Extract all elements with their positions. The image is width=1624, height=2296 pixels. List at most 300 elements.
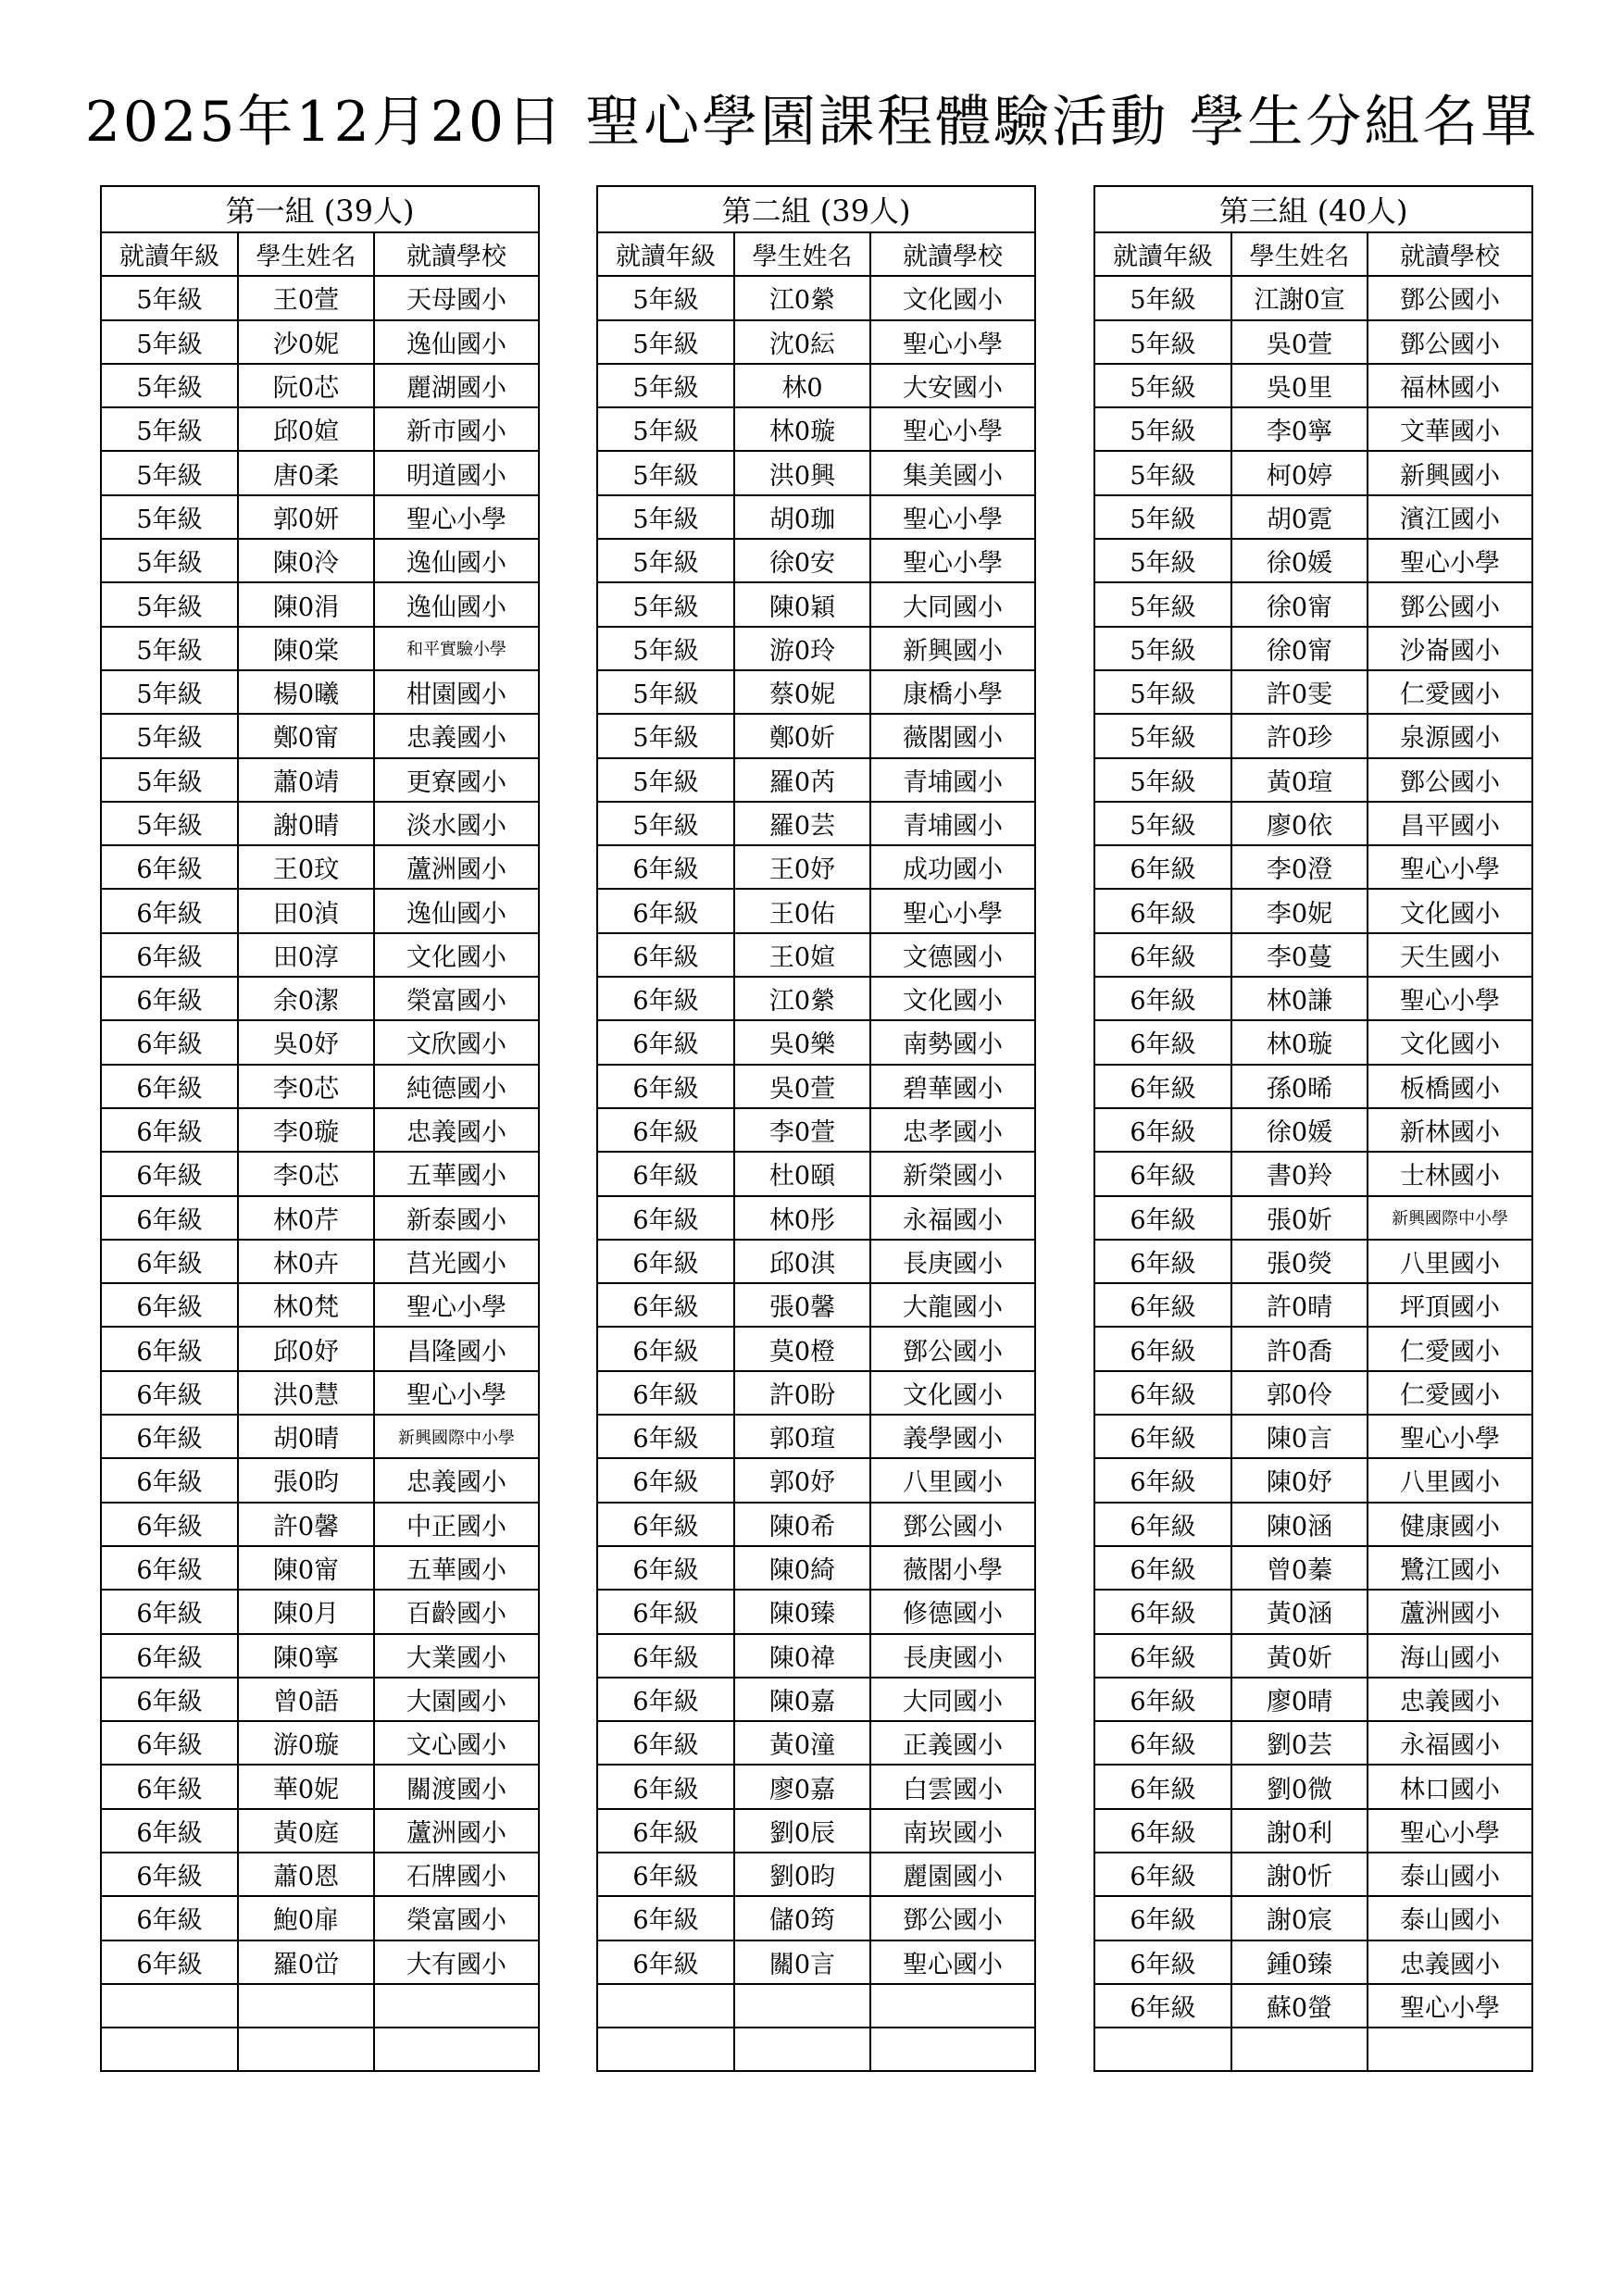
grade-cell: 6年級	[597, 1721, 734, 1765]
grade-cell: 6年級	[1094, 1152, 1231, 1195]
grade-cell: 6年級	[1094, 1503, 1231, 1546]
school-cell: 逸仙國小	[374, 889, 539, 932]
school-cell: 薇閣國小	[870, 714, 1035, 757]
grade-column-header: 就讀年級	[101, 232, 238, 276]
school-column-header: 就讀學校	[374, 232, 539, 276]
grade-cell: 5年級	[597, 714, 734, 757]
table-row	[1094, 1283, 1532, 1327]
student-name-cell: 王0媗	[734, 933, 870, 977]
group-title-row	[1094, 186, 1532, 232]
school-cell: 柑園國小	[374, 670, 539, 714]
school-column-header: 就讀學校	[870, 232, 1035, 276]
table-row	[101, 627, 539, 670]
school-cell: 大有國小	[374, 1940, 539, 1984]
table-row	[597, 1152, 1035, 1195]
table-row	[1094, 758, 1532, 802]
grade-cell: 6年級	[597, 845, 734, 889]
grade-cell: 6年級	[101, 933, 238, 977]
student-name-cell: 陳0泠	[238, 539, 374, 582]
grade-cell: 6年級	[101, 1896, 238, 1940]
school-cell: 大安國小	[870, 364, 1035, 407]
table-row	[1094, 627, 1532, 670]
group-table-1	[100, 185, 540, 2072]
table-row	[1094, 977, 1532, 1020]
school-cell: 逸仙國小	[374, 320, 539, 364]
grade-cell	[597, 1984, 734, 2028]
school-cell: 麗湖國小	[374, 364, 539, 407]
school-cell: 坪頂國小	[1368, 1283, 1532, 1327]
grade-cell: 6年級	[597, 1590, 734, 1633]
student-name-cell: 廖0晴	[1231, 1678, 1368, 1721]
school-cell: 康橋小學	[870, 670, 1035, 714]
school-cell: 聖心小學	[1368, 1415, 1532, 1458]
grade-cell: 6年級	[1094, 1283, 1231, 1327]
grade-cell: 6年級	[101, 889, 238, 932]
school-cell: 永福國小	[870, 1196, 1035, 1240]
student-name-cell: 謝0晴	[238, 802, 374, 845]
grade-cell: 6年級	[597, 1896, 734, 1940]
table-row	[597, 933, 1035, 977]
table-row	[101, 1240, 539, 1283]
grade-cell: 5年級	[1094, 276, 1231, 319]
school-cell: 大同國小	[870, 582, 1035, 626]
table-row	[597, 1678, 1035, 1721]
table-row	[597, 451, 1035, 494]
student-name-cell: 郭0妤	[734, 1458, 870, 1502]
table-row	[1094, 1327, 1532, 1370]
table-row	[1094, 1458, 1532, 1502]
student-name-cell: 陳0綺	[734, 1546, 870, 1590]
grade-cell	[1094, 2028, 1231, 2071]
student-name-cell	[734, 2028, 870, 2071]
student-name-cell: 游0玲	[734, 627, 870, 670]
table-row	[101, 1678, 539, 1721]
grade-cell: 5年級	[101, 451, 238, 494]
school-cell: 泰山國小	[1368, 1853, 1532, 1896]
grade-cell: 5年級	[1094, 670, 1231, 714]
table-row	[101, 1634, 539, 1678]
student-name-cell: 吳0萱	[734, 1065, 870, 1108]
table-row	[101, 1590, 539, 1633]
school-cell: 成功國小	[870, 845, 1035, 889]
student-name-cell: 羅0芮	[734, 758, 870, 802]
table-row	[1094, 276, 1532, 319]
grade-cell: 6年級	[597, 1634, 734, 1678]
page-title: 2025年12月20日 聖心學園課程體驗活動 學生分組名單	[84, 90, 1540, 155]
table-row	[101, 845, 539, 889]
student-name-cell: 林0璇	[734, 407, 870, 451]
student-name-cell: 張0妡	[1231, 1196, 1368, 1240]
table-row	[1094, 1546, 1532, 1590]
student-name-cell: 唐0柔	[238, 451, 374, 494]
school-cell: 集美國小	[870, 451, 1035, 494]
grade-cell: 6年級	[1094, 1678, 1231, 1721]
grade-cell: 6年級	[101, 1940, 238, 1984]
student-name-cell: 郭0伶	[1231, 1371, 1368, 1415]
student-name-cell: 廖0嘉	[734, 1765, 870, 1808]
student-name-cell: 許0馨	[238, 1503, 374, 1546]
grade-cell: 6年級	[101, 977, 238, 1020]
school-cell: 碧華國小	[870, 1065, 1035, 1108]
table-row	[597, 1809, 1035, 1853]
student-name-cell: 關0言	[734, 1940, 870, 1984]
school-cell: 義學國小	[870, 1415, 1035, 1458]
table-row	[1094, 1371, 1532, 1415]
table-row	[597, 1415, 1035, 1458]
grade-cell: 6年級	[597, 1108, 734, 1152]
grade-cell: 6年級	[1094, 1546, 1231, 1590]
table-row	[597, 845, 1035, 889]
table-row	[597, 1108, 1035, 1152]
grade-cell: 5年級	[1094, 758, 1231, 802]
student-name-cell: 華0妮	[238, 1765, 374, 1808]
school-cell: 大業國小	[374, 1634, 539, 1678]
student-name-cell: 徐0媛	[1231, 1108, 1368, 1152]
school-cell: 聖心小學	[1368, 1809, 1532, 1853]
school-cell: 聖心小學	[374, 1283, 539, 1327]
table-row	[1094, 451, 1532, 494]
table-row	[1094, 1240, 1532, 1283]
grade-cell: 5年級	[1094, 714, 1231, 757]
grade-cell: 6年級	[1094, 1984, 1231, 2028]
column-header-row	[597, 232, 1035, 276]
student-name-cell: 鮑0扉	[238, 1896, 374, 1940]
table-row	[101, 1283, 539, 1327]
grade-cell: 6年級	[597, 1678, 734, 1721]
school-cell: 關渡國小	[374, 1765, 539, 1808]
table-row	[1094, 1415, 1532, 1458]
student-name-cell: 林0謙	[1231, 977, 1368, 1020]
grade-cell: 5年級	[1094, 364, 1231, 407]
student-name-cell: 徐0甯	[1231, 582, 1368, 626]
table-row	[101, 1765, 539, 1808]
student-name-cell: 許0晴	[1231, 1283, 1368, 1327]
grade-cell: 6年級	[1094, 933, 1231, 977]
school-cell: 聖心小學	[870, 407, 1035, 451]
grade-cell: 6年級	[597, 1196, 734, 1240]
table-row	[597, 320, 1035, 364]
school-cell: 板橋國小	[1368, 1065, 1532, 1108]
grade-cell: 6年級	[101, 1503, 238, 1546]
school-cell: 仁愛國小	[1368, 1327, 1532, 1370]
student-name-cell: 游0璇	[238, 1721, 374, 1765]
grade-cell: 5年級	[597, 802, 734, 845]
school-cell: 純德國小	[374, 1065, 539, 1108]
grade-cell: 5年級	[1094, 320, 1231, 364]
student-name-cell: 曾0蓁	[1231, 1546, 1368, 1590]
school-cell: 文化國小	[870, 977, 1035, 1020]
school-cell: 淡水國小	[374, 802, 539, 845]
school-cell: 新榮國小	[870, 1152, 1035, 1195]
table-row	[597, 539, 1035, 582]
school-cell: 蘆洲國小	[374, 1809, 539, 1853]
school-cell: 榮富國小	[374, 1896, 539, 1940]
grade-cell: 6年級	[1094, 1196, 1231, 1240]
school-cell: 新興國小	[1368, 451, 1532, 494]
table-row	[597, 627, 1035, 670]
table-row	[1094, 714, 1532, 757]
table-row	[597, 407, 1035, 451]
table-row	[597, 1765, 1035, 1808]
grade-cell: 6年級	[1094, 1020, 1231, 1064]
student-name-cell: 鄭0妡	[734, 714, 870, 757]
table-row	[101, 1896, 539, 1940]
table-row	[597, 1503, 1035, 1546]
student-name-cell: 邱0媗	[238, 407, 374, 451]
grade-cell	[597, 2028, 734, 2071]
grade-cell: 6年級	[101, 1283, 238, 1327]
school-cell: 五華國小	[374, 1152, 539, 1195]
student-name-cell: 鄭0甯	[238, 714, 374, 757]
school-cell: 大園國小	[374, 1678, 539, 1721]
table-row	[1094, 670, 1532, 714]
grade-cell: 5年級	[1094, 407, 1231, 451]
grade-cell: 5年級	[1094, 495, 1231, 539]
school-cell: 五華國小	[374, 1546, 539, 1590]
school-cell: 南勢國小	[870, 1020, 1035, 1064]
school-cell: 聖心小學	[374, 495, 539, 539]
school-cell: 忠義國小	[374, 1458, 539, 1502]
table-row	[101, 889, 539, 932]
student-name-cell: 林0卉	[238, 1240, 374, 1283]
grade-cell: 6年級	[597, 1152, 734, 1195]
school-cell: 新林國小	[1368, 1108, 1532, 1152]
student-name-cell: 劉0微	[1231, 1765, 1368, 1808]
student-name-cell: 謝0忻	[1231, 1853, 1368, 1896]
table-row	[101, 1327, 539, 1370]
table-row	[1094, 1678, 1532, 1721]
student-name-cell: 李0璇	[238, 1108, 374, 1152]
student-name-cell: 洪0慧	[238, 1371, 374, 1415]
table-row	[101, 1853, 539, 1896]
table-row	[597, 1984, 1035, 2028]
grade-cell: 5年級	[597, 758, 734, 802]
table-row	[597, 276, 1035, 319]
student-name-cell: 林0芹	[238, 1196, 374, 1240]
school-cell: 聖心小學	[1368, 1984, 1532, 2028]
student-name-cell: 許0珍	[1231, 714, 1368, 757]
school-cell: 新興國際中小學	[1368, 1196, 1532, 1240]
table-row	[1094, 320, 1532, 364]
school-cell: 聖心小學	[374, 1371, 539, 1415]
table-row	[597, 1371, 1035, 1415]
table-row	[597, 889, 1035, 932]
table-row	[101, 1503, 539, 1546]
school-cell: 文欣國小	[374, 1020, 539, 1064]
student-name-cell	[238, 1984, 374, 2028]
grade-cell: 6年級	[101, 1765, 238, 1808]
group-title: 第三組 (40人)	[1094, 186, 1532, 232]
student-name-cell: 余0潔	[238, 977, 374, 1020]
table-row	[597, 670, 1035, 714]
table-row	[101, 2028, 539, 2071]
student-name-cell: 陳0嘉	[734, 1678, 870, 1721]
table-row	[597, 1590, 1035, 1633]
school-cell: 大同國小	[870, 1678, 1035, 1721]
student-name-cell: 許0喬	[1231, 1327, 1368, 1370]
grade-cell: 6年級	[597, 1546, 734, 1590]
school-cell: 鄧公國小	[870, 1327, 1035, 1370]
student-name-cell: 陳0寧	[238, 1634, 374, 1678]
student-name-cell: 儲0筠	[734, 1896, 870, 1940]
table-row	[597, 364, 1035, 407]
table-row	[1094, 1634, 1532, 1678]
student-name-cell: 張0昀	[238, 1458, 374, 1502]
school-cell: 忠義國小	[1368, 1678, 1532, 1721]
school-cell: 修德國小	[870, 1590, 1035, 1633]
school-cell: 青埔國小	[870, 758, 1035, 802]
grade-cell: 6年級	[101, 845, 238, 889]
grade-cell: 5年級	[101, 495, 238, 539]
student-name-cell: 徐0甯	[1231, 627, 1368, 670]
student-name-cell: 廖0依	[1231, 802, 1368, 845]
student-name-cell: 孫0晞	[1231, 1065, 1368, 1108]
table-row	[101, 1809, 539, 1853]
school-cell: 仁愛國小	[1368, 670, 1532, 714]
grade-cell: 6年級	[101, 1065, 238, 1108]
table-row	[1094, 1721, 1532, 1765]
school-column-header: 就讀學校	[1368, 232, 1532, 276]
table-row	[597, 1634, 1035, 1678]
student-name-cell: 陳0希	[734, 1503, 870, 1546]
school-cell: 林口國小	[1368, 1765, 1532, 1808]
table-row	[101, 1020, 539, 1064]
grade-cell: 6年級	[597, 1940, 734, 1984]
table-row	[597, 1283, 1035, 1327]
table-row	[597, 1458, 1035, 1502]
group-table-2	[596, 185, 1036, 2072]
table-row	[1094, 802, 1532, 845]
student-name-cell: 林0璇	[1231, 1020, 1368, 1064]
student-name-cell: 曾0語	[238, 1678, 374, 1721]
grade-cell: 6年級	[101, 1020, 238, 1064]
table-row	[597, 1940, 1035, 1984]
grade-cell: 6年級	[597, 1503, 734, 1546]
table-row	[101, 714, 539, 757]
student-name-cell: 林0	[734, 364, 870, 407]
school-cell: 濱江國小	[1368, 495, 1532, 539]
table-row	[1094, 1065, 1532, 1108]
school-cell: 南崁國小	[870, 1809, 1035, 1853]
grade-cell: 6年級	[1094, 1765, 1231, 1808]
school-cell: 聖心小學	[1368, 539, 1532, 582]
student-name-cell: 張0馨	[734, 1283, 870, 1327]
student-name-cell: 黃0瑄	[1231, 758, 1368, 802]
student-name-cell: 黃0庭	[238, 1809, 374, 1853]
school-cell: 聖心小學	[1368, 845, 1532, 889]
grade-cell: 6年級	[597, 1327, 734, 1370]
school-cell: 新泰國小	[374, 1196, 539, 1240]
student-name-cell: 陳0涵	[1231, 1503, 1368, 1546]
table-row	[597, 582, 1035, 626]
group-title-row	[101, 186, 539, 232]
grade-cell: 6年級	[101, 1371, 238, 1415]
name-column-header: 學生姓名	[734, 232, 870, 276]
student-name-cell: 書0羚	[1231, 1152, 1368, 1195]
student-name-cell: 楊0曦	[238, 670, 374, 714]
grade-cell: 5年級	[101, 364, 238, 407]
school-cell: 和平實驗小學	[374, 627, 539, 670]
grade-cell: 6年級	[1094, 1327, 1231, 1370]
name-column-header: 學生姓名	[1231, 232, 1368, 276]
grade-cell: 6年級	[101, 1721, 238, 1765]
school-cell: 聖心小學	[1368, 977, 1532, 1020]
student-name-cell: 劉0辰	[734, 1809, 870, 1853]
school-cell: 石牌國小	[374, 1853, 539, 1896]
table-row	[597, 758, 1035, 802]
table-row	[1094, 1896, 1532, 1940]
grade-cell	[101, 2028, 238, 2071]
school-cell: 士林國小	[1368, 1152, 1532, 1195]
table-row	[101, 670, 539, 714]
school-cell: 文化國小	[1368, 1020, 1532, 1064]
grade-cell: 6年級	[1094, 1896, 1231, 1940]
grade-cell: 6年級	[597, 889, 734, 932]
student-name-cell: 陳0穎	[734, 582, 870, 626]
table-row	[597, 802, 1035, 845]
school-cell: 新興國小	[870, 627, 1035, 670]
grade-cell: 5年級	[597, 276, 734, 319]
table-row	[597, 1240, 1035, 1283]
student-name-cell: 沙0妮	[238, 320, 374, 364]
grade-cell: 5年級	[1094, 582, 1231, 626]
grade-cell: 6年級	[101, 1634, 238, 1678]
table-row	[1094, 1503, 1532, 1546]
grade-cell: 6年級	[101, 1546, 238, 1590]
table-row	[597, 1853, 1035, 1896]
grade-cell: 6年級	[101, 1678, 238, 1721]
school-cell: 聖心小學	[870, 320, 1035, 364]
school-cell: 莒光國小	[374, 1240, 539, 1283]
table-row	[101, 1196, 539, 1240]
student-name-cell: 劉0昀	[734, 1853, 870, 1896]
school-cell: 聖心國小	[870, 1940, 1035, 1984]
school-cell: 聖心小學	[870, 539, 1035, 582]
grade-cell: 6年級	[101, 1415, 238, 1458]
grade-cell: 5年級	[597, 670, 734, 714]
table-row	[1094, 1984, 1532, 2028]
grade-cell: 6年級	[1094, 1458, 1231, 1502]
grade-cell: 6年級	[1094, 977, 1231, 1020]
school-cell: 鄧公國小	[870, 1503, 1035, 1546]
student-name-cell: 吳0樂	[734, 1020, 870, 1064]
school-cell: 海山國小	[1368, 1634, 1532, 1678]
table-row	[597, 1721, 1035, 1765]
grade-cell: 5年級	[597, 627, 734, 670]
grade-cell: 6年級	[1094, 1371, 1231, 1415]
school-cell: 白雲國小	[870, 1765, 1035, 1808]
grade-cell: 5年級	[1094, 451, 1231, 494]
column-header-row	[1094, 232, 1532, 276]
table-row	[597, 977, 1035, 1020]
grade-cell: 5年級	[597, 495, 734, 539]
school-cell: 聖心小學	[870, 889, 1035, 932]
school-cell: 文德國小	[870, 933, 1035, 977]
school-cell: 麗園國小	[870, 1853, 1035, 1896]
student-name-cell: 黃0妡	[1231, 1634, 1368, 1678]
table-row	[101, 977, 539, 1020]
grade-cell: 5年級	[101, 320, 238, 364]
student-name-cell: 李0萱	[734, 1108, 870, 1152]
grade-cell: 5年級	[597, 320, 734, 364]
table-row	[101, 1415, 539, 1458]
student-name-cell: 胡0晴	[238, 1415, 374, 1458]
student-name-cell: 李0芯	[238, 1152, 374, 1195]
student-name-cell: 王0佑	[734, 889, 870, 932]
table-row	[1094, 407, 1532, 451]
grade-cell: 6年級	[1094, 1940, 1231, 1984]
grade-cell: 6年級	[101, 1458, 238, 1502]
